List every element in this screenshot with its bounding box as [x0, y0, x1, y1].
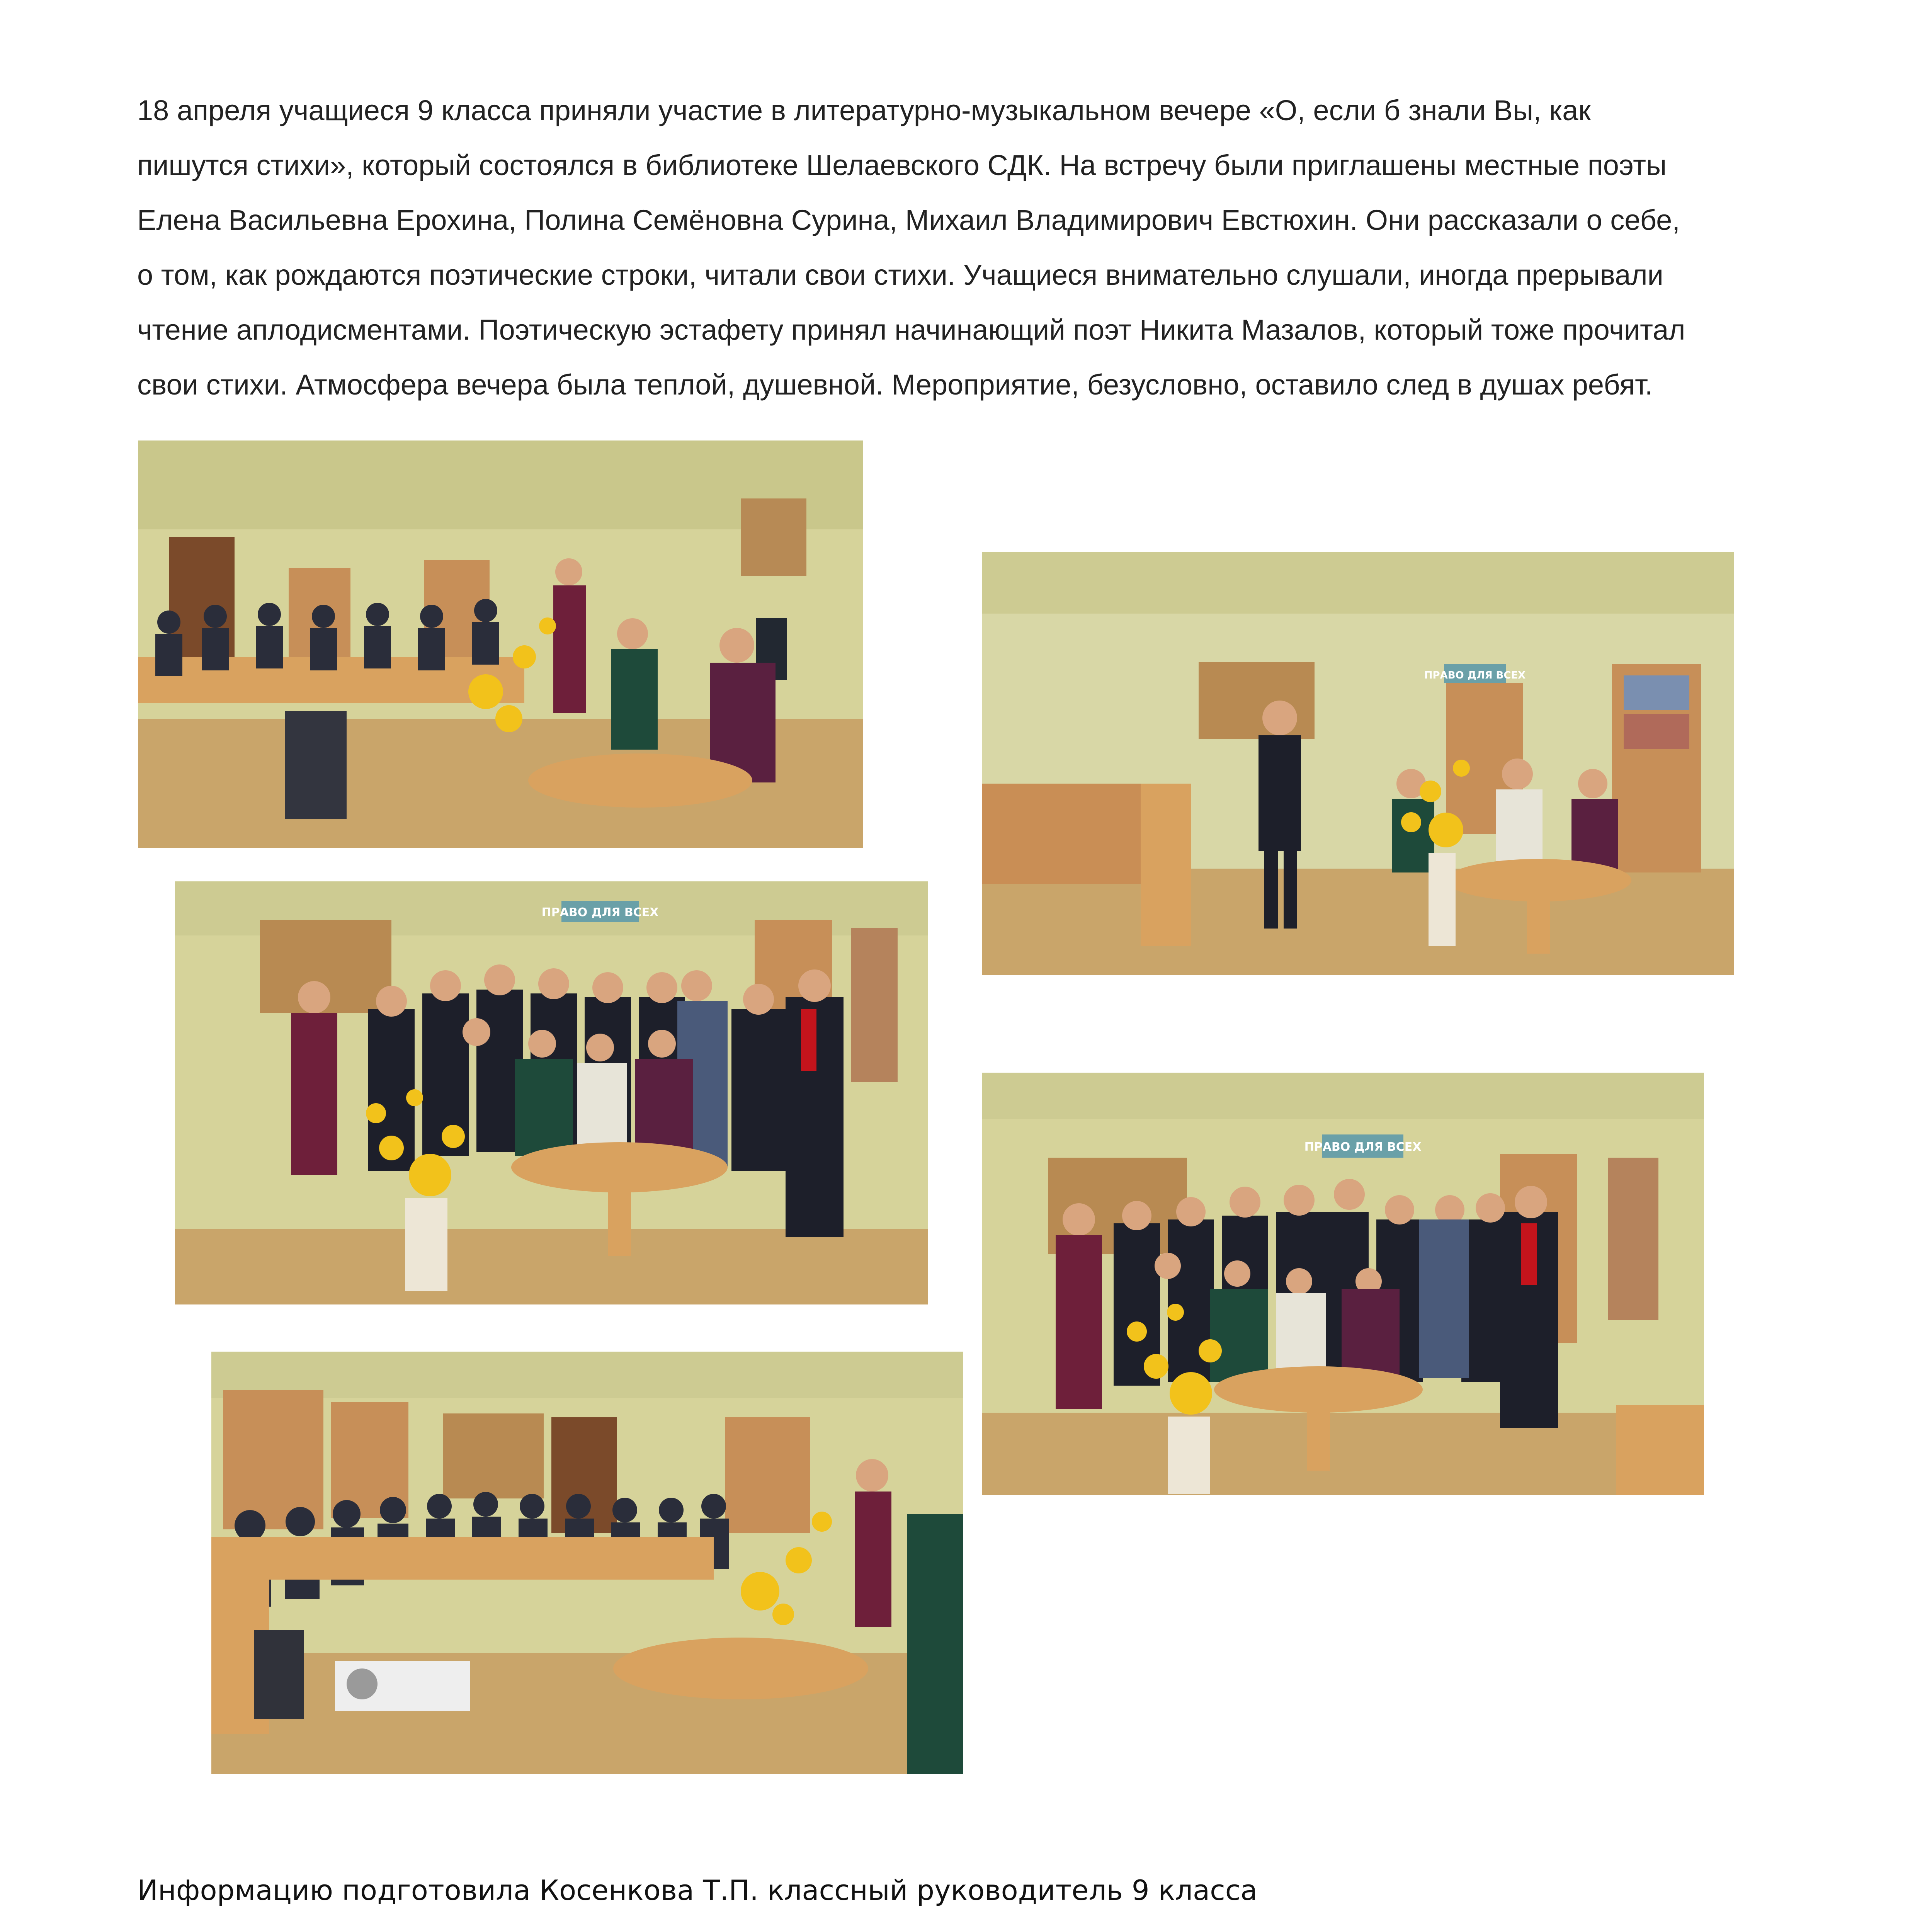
- photo-event-reading: [138, 440, 863, 848]
- photo-group-1: [175, 881, 928, 1304]
- article-line: чтение аплодисментами. Поэтическую эстафету принял начинающий поэт Никита Мазалов, который тоже прочитал: [137, 314, 1685, 346]
- poster-sign: ПРАВО ДЛЯ ВСЕХ: [541, 906, 659, 919]
- photo-classroom: [211, 1352, 963, 1774]
- poster-sign: ПРАВО ДЛЯ ВСЕХ: [1304, 1140, 1422, 1154]
- author-credit: Информацию подготовила Косенкова Т.П. классный руководитель 9 класса: [137, 1874, 1258, 1906]
- photo-group-2: [982, 1073, 1704, 1495]
- photo-student-speaking-image: [982, 552, 1734, 975]
- article-line: пишутся стихи», который состоялся в библиотеке Шелаевского СДК. На встречу были приглашены местные поэты: [137, 149, 1667, 181]
- photo-student-speaking: [982, 552, 1734, 975]
- article-line: свои стихи. Атмосфера вечера была теплой, душевной. Мероприятие, безусловно, оставило след в душах ребят.: [137, 369, 1653, 401]
- photo-group-1-image: [175, 881, 928, 1304]
- article-line: 18 апреля учащиеся 9 класса приняли участие в литературно-музыкальном вечере «О, если б знали Вы, как: [137, 94, 1591, 126]
- article-text: [137, 83, 1932, 412]
- photo-classroom-image: [211, 1352, 963, 1774]
- photo-event-reading-image: [138, 440, 863, 848]
- poster-sign: ПРАВО ДЛЯ ВСЕХ: [1424, 670, 1526, 681]
- photo-group-2-image: [982, 1073, 1704, 1495]
- article-line: о том, как рождаются поэтические строки, читали свои стихи. Учащиеся внимательно слушали, иногда прерывали: [137, 259, 1663, 291]
- article-line: Елена Васильевна Ерохина, Полина Семёновна Сурина, Михаил Владимирович Евстюхин. Они рассказали о себе,: [137, 204, 1680, 236]
